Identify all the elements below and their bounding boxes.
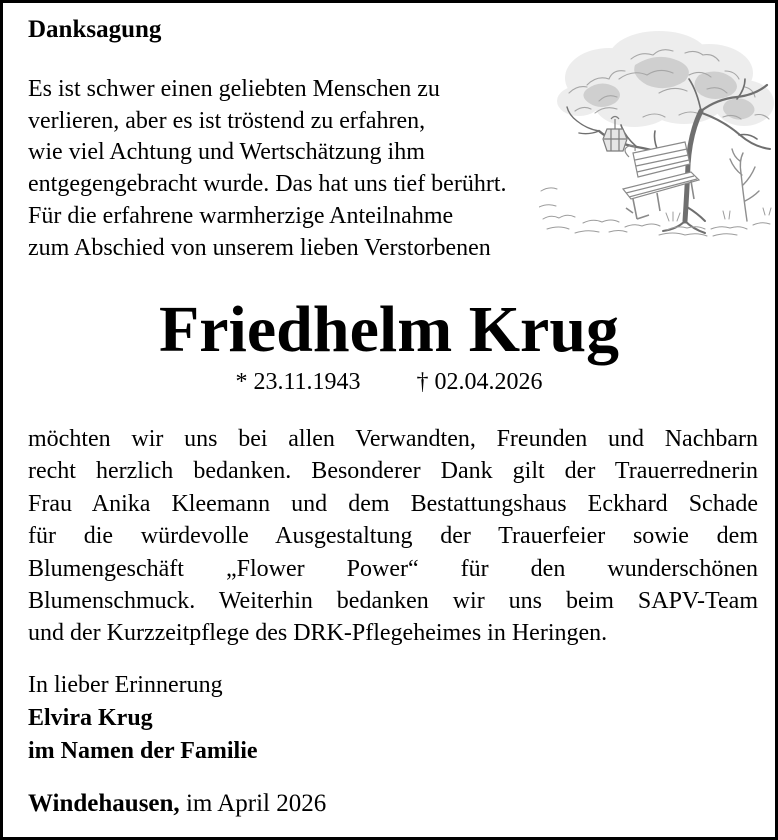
thanks-line: Blumengeschäft „Flower Power“ für den wunderschönen xyxy=(28,555,758,582)
thanks-line: für die würdevolle Ausgestaltung der Trauerfeier sowie dem xyxy=(28,523,758,550)
thanks-line: möchten wir uns bei allen Verwandten, Freunden und Nachbarn xyxy=(28,426,758,452)
intro-paragraph xyxy=(28,74,507,264)
place-name: Windehausen, xyxy=(28,790,180,817)
date-text: im April 2026 xyxy=(185,790,327,817)
tree-bench-lantern-illustration xyxy=(539,23,778,238)
thanks-paragraph xyxy=(28,423,758,650)
thanks-line: Blumenschmuck. Weiterhin bedanken wir uns beim SAPV-Team xyxy=(28,588,758,615)
page-title: Danksagung xyxy=(28,16,162,43)
intro-line: wie viel Achtung und Wertschätzung ihm xyxy=(28,139,425,166)
thanks-line: Frau Anika Kleemann und dem Bestattungshaus Eckhard Schade xyxy=(28,490,758,517)
grass-ground-sketch xyxy=(539,188,771,236)
intro-line: entgegengebracht wurde. Das hat uns tief berührt. xyxy=(28,171,507,198)
intro-line: Es ist schwer einen geliebten Menschen zu xyxy=(28,76,440,102)
closing-block xyxy=(28,669,258,767)
intro-line: zum Abschied von unserem lieben Verstorbenen xyxy=(28,234,491,261)
deceased-name: Friedhelm Krug xyxy=(158,293,620,366)
death-date: † 02.04.2026 xyxy=(416,369,543,395)
place-date-line xyxy=(28,790,326,818)
thanks-line: und der Kurzzeitpflege des DRK-Pflegeheimes in Heringen. xyxy=(28,620,608,647)
memory-line: In lieber Erinnerung xyxy=(28,672,223,698)
intro-line: Für die erfahrene warmherzige Anteilnahme xyxy=(28,202,454,229)
birth-date: * 23.11.1943 xyxy=(235,369,361,395)
sapling-sketch xyxy=(730,149,759,221)
family-line: im Namen der Familie xyxy=(28,737,258,764)
mourner-name: Elvira Krug xyxy=(28,704,153,731)
life-dates xyxy=(3,369,775,396)
thanks-line: recht herzlich bedanken. Besonderer Dank gilt der Trauerrednerin xyxy=(28,458,758,485)
intro-line: verlieren, aber es ist tröstend zu erfahren, xyxy=(28,107,426,134)
